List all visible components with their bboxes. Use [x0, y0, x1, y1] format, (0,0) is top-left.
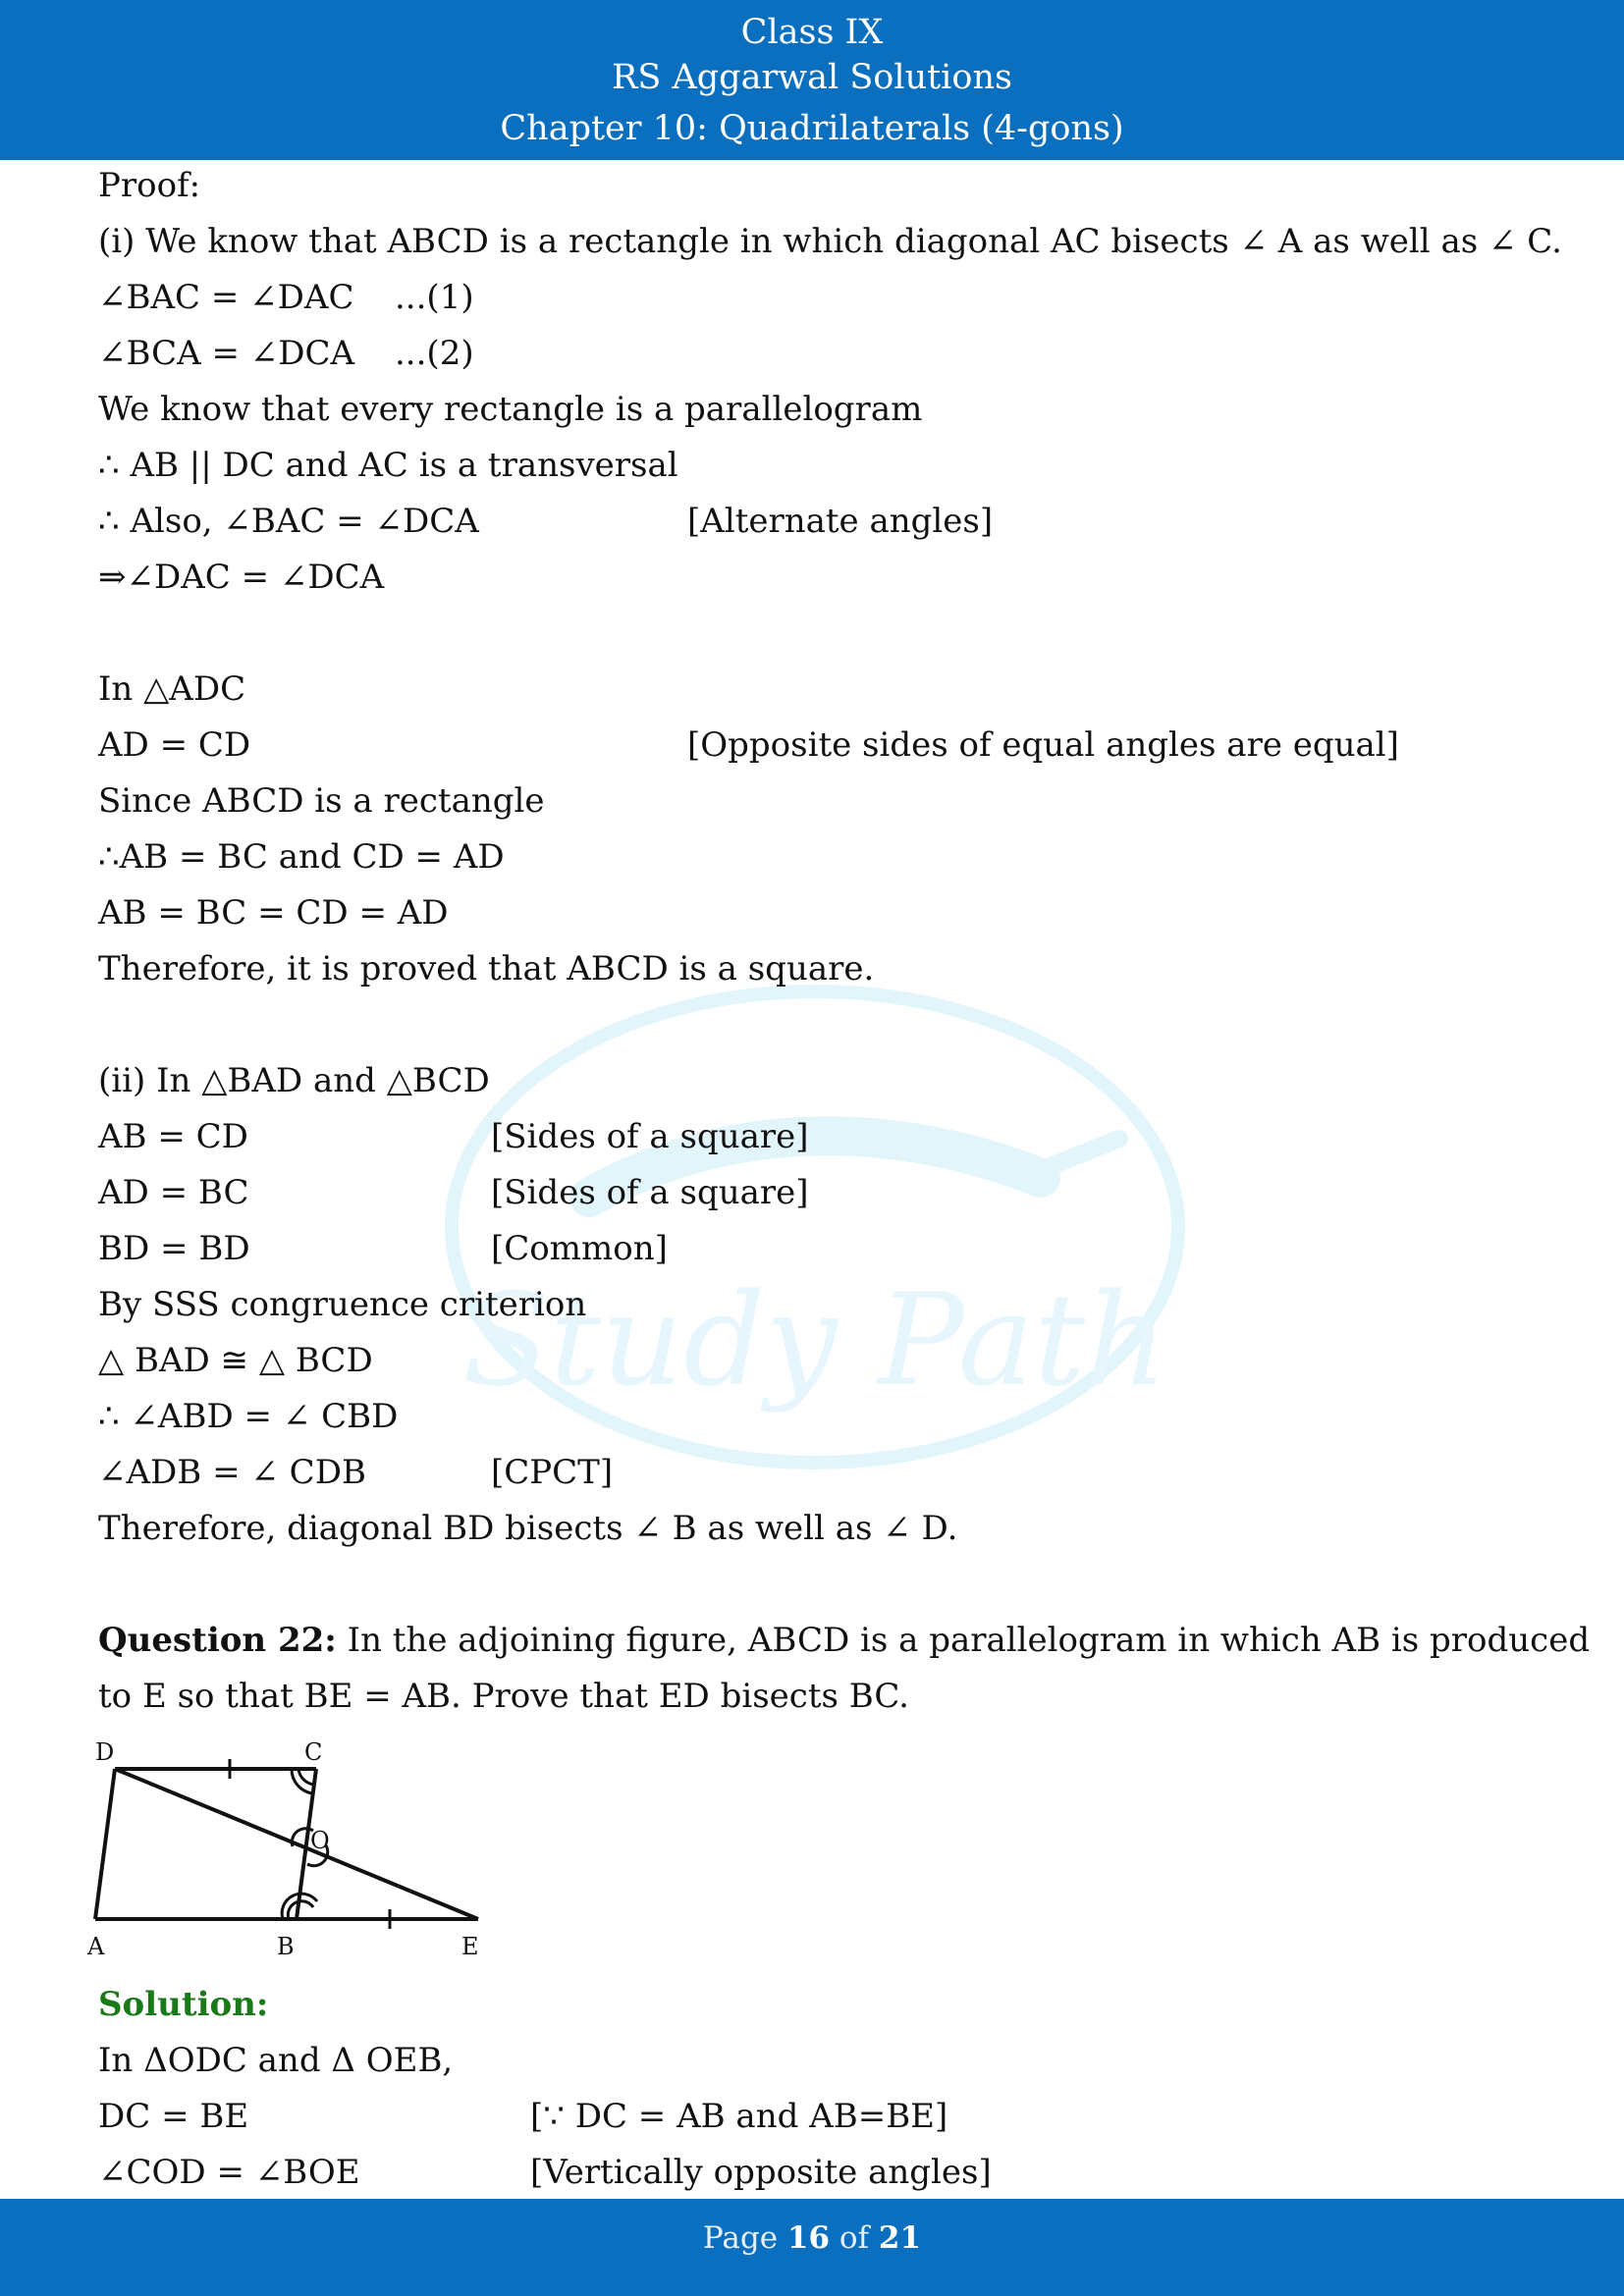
equation: ∠COD = ∠BOE	[98, 2153, 360, 2192]
reason: [Opposite sides of equal angles are equal]	[687, 725, 1399, 765]
equation-line: ∴ ∠ABD = ∠ CBD	[98, 1397, 399, 1436]
equation: ∠BAC = ∠DAC	[98, 278, 354, 317]
header-book-title: RS Aggarwal Solutions	[612, 58, 1012, 97]
equation-line: △ BAD ≅ △ BCD	[98, 1341, 373, 1380]
proof-heading: Proof:	[98, 166, 201, 205]
figure-label-b: B	[277, 1933, 295, 1960]
equation-line	[98, 718, 1399, 774]
text-line: In △ADC	[98, 669, 246, 709]
equation: AD = CD	[98, 725, 251, 765]
reason: [∵ DC = AB and AB=BE]	[530, 2097, 948, 2136]
reason: [Alternate angles]	[687, 502, 994, 541]
text-line: By SSS congruence criterion	[98, 1285, 587, 1324]
page-header	[0, 0, 1624, 160]
reason: [CPCT]	[491, 1453, 614, 1492]
text-line: ∴ AB || DC and AC is a transversal	[98, 446, 678, 485]
text-line: We know that every rectangle is a parallelogram	[98, 390, 923, 429]
figure-label-a: A	[87, 1933, 105, 1960]
figure-label-d: D	[95, 1738, 115, 1766]
equation-number: ...(2)	[395, 334, 474, 373]
equation: ∴ Also, ∠BAC = ∠DCA	[98, 502, 479, 541]
question-text: to E so that BE = AB. Prove that ED bisects BC.	[98, 1677, 909, 1716]
equation-line	[98, 326, 474, 382]
watermark-text: Study Path	[461, 1265, 1168, 1415]
equation-line	[98, 1221, 668, 1277]
solution-label: Solution:	[98, 1985, 269, 2024]
reason: [Vertically opposite angles]	[530, 2153, 992, 2192]
page-of: of	[830, 2220, 879, 2256]
question-label: Question 22:	[98, 1621, 337, 1660]
equation: AD = BC	[98, 1173, 249, 1212]
equation: ∠BCA = ∠DCA	[98, 334, 355, 373]
text-line: Therefore, diagonal BD bisects ∠ B as well as ∠ D.	[98, 1509, 958, 1548]
equation-line	[98, 1445, 614, 1501]
current-page-number: 16	[786, 2220, 831, 2256]
page-prefix: Page	[702, 2220, 787, 2256]
header-chapter: Chapter 10: Quadrilaterals (4-gons)	[500, 109, 1124, 148]
text-line: In ΔODC and Δ OEB,	[98, 2041, 454, 2080]
text-line: Therefore, it is proved that ABCD is a square.	[98, 949, 875, 988]
figure-label-e: E	[461, 1933, 479, 1960]
text-line: Since ABCD is a rectangle	[98, 781, 545, 821]
equation: BD = BD	[98, 1229, 250, 1268]
equation-line: ⇒∠DAC = ∠DCA	[98, 558, 385, 597]
figure-label-o: O	[310, 1827, 330, 1854]
text-line: (i) We know that ABCD is a rectangle in which diagonal AC bisects ∠ A as well as ∠ C.	[98, 222, 1562, 261]
equation-line: AB = BC = CD = AD	[98, 893, 449, 933]
equation-number: ...(1)	[395, 278, 474, 317]
equation-line	[98, 494, 994, 550]
parallelogram-figure	[87, 1733, 503, 1968]
text-line: (ii) In △BAD and △BCD	[98, 1061, 490, 1100]
equation-line	[98, 1109, 809, 1165]
equation: ∠ADB = ∠ CDB	[98, 1453, 366, 1492]
equation-line	[98, 1165, 809, 1221]
reason: [Common]	[491, 1229, 668, 1268]
equation-line: ∴AB = BC and CD = AD	[98, 837, 505, 877]
equation: DC = BE	[98, 2097, 249, 2136]
figure-label-c: C	[304, 1738, 323, 1766]
question-text: In the adjoining figure, ABCD is a parallelogram in which AB is produced	[336, 1621, 1591, 1660]
reason: [Sides of a square]	[491, 1117, 809, 1156]
equation: AB = CD	[98, 1117, 248, 1156]
question-line	[98, 1613, 1590, 1669]
equation-line	[98, 2145, 992, 2201]
equation-line	[98, 270, 474, 326]
equation-line	[98, 2089, 948, 2145]
header-class: Class IX	[740, 13, 884, 52]
total-pages: 21	[878, 2220, 922, 2256]
page-footer	[0, 2199, 1624, 2296]
reason: [Sides of a square]	[491, 1173, 809, 1212]
